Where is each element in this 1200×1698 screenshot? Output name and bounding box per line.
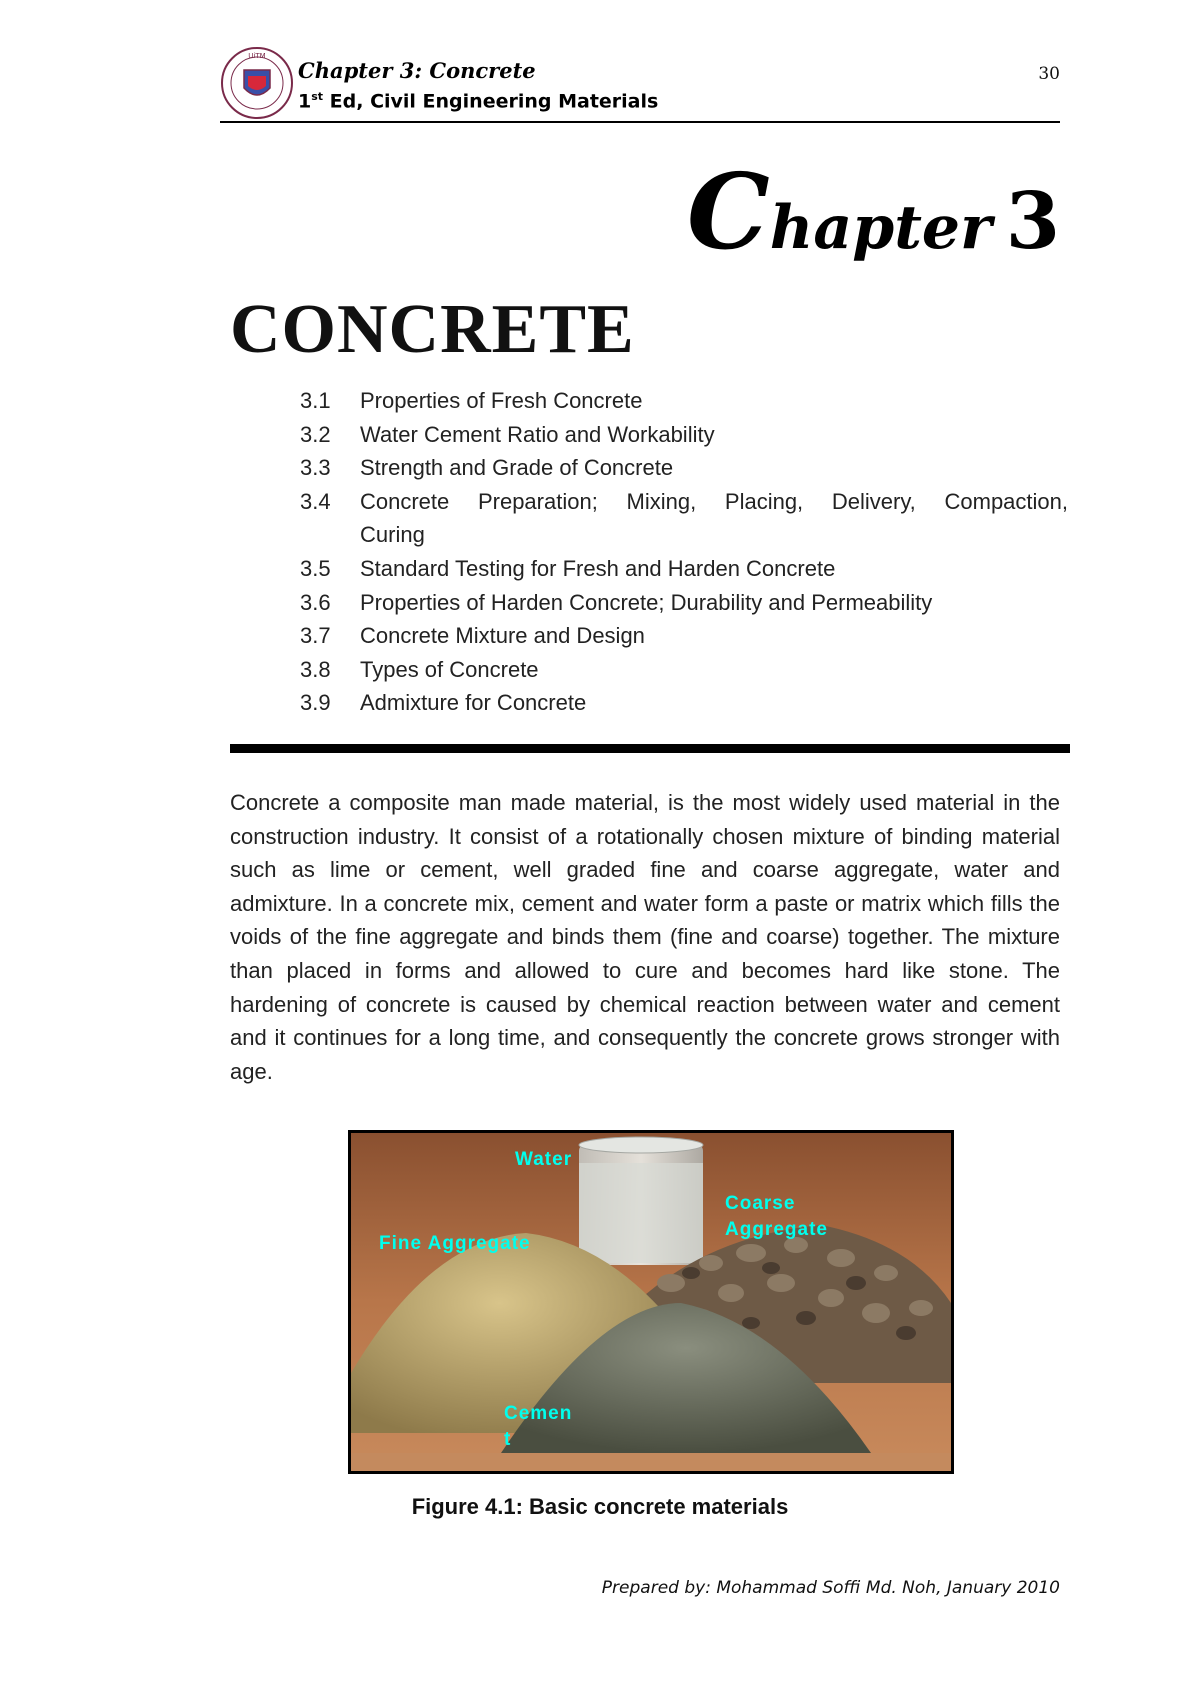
label-fine-aggregate: Fine Aggregate <box>379 1233 531 1254</box>
header-chapter-title: Chapter 3: Concrete <box>298 58 536 83</box>
toc-item-continuation: Curing <box>360 522 425 548</box>
page-number: 30 <box>1038 64 1060 84</box>
section-divider <box>230 744 1070 753</box>
page-header <box>220 46 1060 122</box>
figure-caption: Figure 4.1: Basic concrete materials <box>411 1494 789 1519</box>
svg-text:UiTM: UiTM <box>248 52 266 60</box>
toc-item: 3.1 Properties of Fresh Concrete <box>300 388 643 413</box>
header-divider <box>220 121 1060 123</box>
toc-item: 3.7 Concrete Mixture and Design <box>300 623 645 649</box>
label-water: Water <box>515 1149 573 1170</box>
toc-item: 3.9 Admixture for Concrete <box>300 690 587 716</box>
concrete-materials-photo <box>348 1130 954 1474</box>
body-paragraph: Concrete a composite man made material, is the most widely used material in the construction industry. It consist of a rotationally chosen mixture of binding material such as lime or cement, well graded fine and coarse aggregate, water and admixture. In a concrete mix, cement and water form a paste or matrix which fills the voids of the fine aggregate and binds them (fine and coarse) together. The mixture than placed in forms and allowed to cure and becomes hard like stone. The hardening of concrete is caused by chemical reaction between water and cement and it continues for a long time, and consequently the concrete grows stronger with age. <box>230 790 1060 1084</box>
chapter-contents <box>300 384 1068 720</box>
page-footer: Prepared by: Mohammad Soffi Md. Noh, January 2010 <box>601 1578 1060 1598</box>
toc-item: 3.6 Properties of Harden Concrete; Durability and Permeability <box>300 589 933 615</box>
toc-item: 3.3 Strength and Grade of Concrete <box>300 455 674 481</box>
toc-item: 3.4 Concrete Preparation; Mixing, Placing, Delivery, Compaction, <box>300 488 1068 514</box>
label-coarse-aggregate: Coarse Aggregate <box>725 1193 828 1240</box>
toc-item: 3.2 Water Cement Ratio and Workability <box>300 421 715 447</box>
toc-item: 3.8 Types of Concrete <box>300 656 539 682</box>
chapter-title: CONCRETE <box>230 291 635 368</box>
header-edition: 1st Ed, Civil Engineering Materials <box>298 90 659 113</box>
label-cement: Cemen t <box>504 1403 573 1450</box>
university-logo <box>220 46 294 120</box>
materials-illustration <box>351 1133 951 1471</box>
toc-item: 3.5 Standard Testing for Fresh and Harden Concrete <box>300 555 836 581</box>
chapter-heading: Chapter 3 <box>686 150 1060 273</box>
